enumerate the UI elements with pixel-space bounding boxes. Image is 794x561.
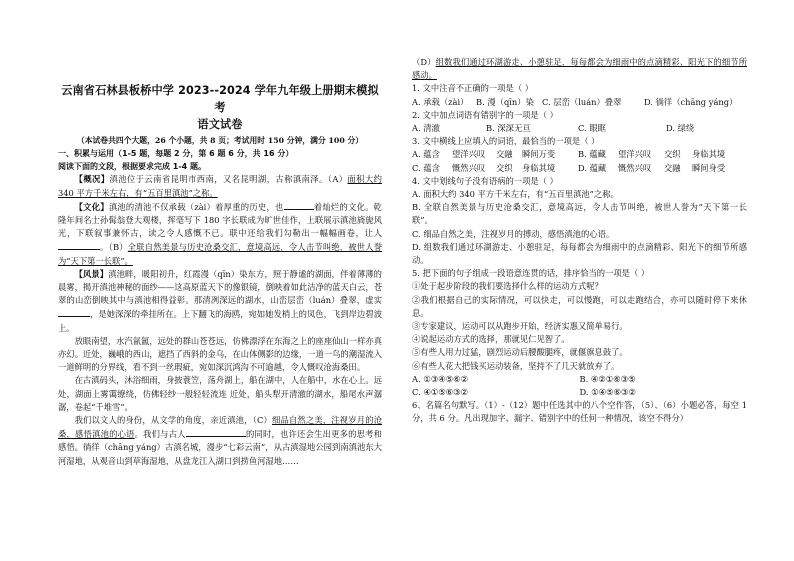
question-2: 2. 文中加点词语有错别字的一项是（ ）: [412, 109, 558, 120]
reading-instruction: 阅读下面的文段，根据要求完成 1-4 题。: [58, 162, 207, 172]
option-word: 身临其境: [692, 149, 726, 160]
blank-3: [58, 307, 90, 317]
sentence-5: ⑤有些人用力过猛，剧烈运动后腰酸腿疼，就偃旗息鼓了。: [412, 347, 628, 358]
option[interactable]: A. 蕴含: [412, 149, 440, 160]
option[interactable]: D. 绿绕: [666, 123, 695, 134]
left-column: [58, 0, 382, 468]
blank-4: [186, 427, 246, 437]
paragraph-literature: 我们以文人的身份，从文学的角度，亲近滇池，（C）细品自然之美，注视岁月的沧桑，感悟滇池的心语。我们与古人 的同时，也许还会生出更多的思考和感悟。徜徉（chāng yáng）古滇名城，漫步“七彩云南”，从古滇湿地公园到南滇池东大河湿地，从观音山到草海湿地，从盘龙江入湖口到捞鱼河湿地……: [58, 415, 382, 466]
question-1-options: [412, 96, 747, 109]
option[interactable]: C. 层峦（luán）叠翠: [542, 96, 622, 107]
option[interactable]: C. 蕴含: [412, 162, 440, 173]
question-3-options-row-2: [412, 162, 747, 175]
paragraph-boating: 在古滇码头，沐浴细雨，身披蓑笠，荡舟湖上，船在湖中，人在船中，水在心上。远处，湖面上雾霭缭绕，仿佛轻纱一般轻轻流连 近处，船头犁开清澈的湖水，船尾水声潺潺，卷起“千堆雪”。: [58, 375, 382, 412]
option[interactable]: A. 承载（zài）: [412, 96, 469, 107]
option[interactable]: B. 漫（qīn）染: [476, 96, 534, 107]
option-word: 望洋兴叹: [452, 149, 486, 160]
option-word: 望洋兴叹: [618, 149, 652, 160]
section-heading: 一、积累与运用（1-5 题，每题 2 分，第 6 题 6 分，共 16 分）: [58, 149, 294, 158]
question-5: 5. 把下面的句子组成一段语意连贯的话，排序恰当的一项是（ ）: [412, 268, 650, 279]
right-column: [412, 0, 747, 426]
blank-2: [58, 240, 100, 250]
sentence-d: （D）组数我们通过环湖游走、小憩驻足，每每都会为细雨中的点滴精彩、阳光下的细节所感动。: [412, 57, 747, 81]
sentence-4: ④说起运动方式的选择，那就见仁见智了。: [412, 334, 570, 345]
sentence-2: ②我们根据自己的实际情况，可以快走，可以慢跑，可以走跑结合，亦可以随时停下来休息。: [412, 294, 747, 318]
question-3-options-row-1: [412, 148, 747, 161]
option[interactable]: A. 面积大约 340 平方千米左右，有“五百里滇池”之称。: [412, 189, 619, 200]
sentence-3: ③专家建议，运动可以从跑步开始，经济实惠又简单易行。: [412, 321, 628, 332]
exam-note: （本试卷共四个大题，26 个小题，共 8 页；考试用时 150 分钟，满分 100 分）: [76, 136, 364, 145]
option[interactable]: B. 蕴藏: [578, 149, 606, 160]
option-word: 瞬间身受: [692, 162, 726, 173]
option-word: 慨然兴叹: [452, 162, 486, 173]
exam-title: 云南省石林县板桥中学 2023--2024 学年九年级上册期末模拟考: [61, 84, 379, 114]
blank-1: [284, 200, 314, 210]
sentence-6: ⑥有些人花大把钱买运动装备，坚持不了几天就放弃了。: [412, 360, 620, 371]
paragraph-scenery: 【风景】滇池畔，暖阳初升，红霞漫（qīn）染东方，照于静谧的湖面，伴着薄薄的晨雾，揭开滇池神秘的面纱——这高原蓝天下的像银镜，倒映着如此洁净的蓝天白云，苍翠的山峦倒映其中与滇池相得益彰。那清冽深远的湖水，山峦层峦（luán）叠翠，虚实，是她深深的牵挂所在。上下翻飞的海鸥，宛如她发梢上的凤色，飞到岸边碧波上。: [58, 268, 382, 333]
option[interactable]: C. ④①⑤⑥③②: [412, 387, 468, 398]
option[interactable]: C. 细品自然之美，注视岁月的搏动，感悟滇池的心语。: [412, 228, 615, 239]
paragraph-overview: 【概况】滇池位于云南省昆明市西南，又名昆明湖，古称滇南泽。（A）面积大约 340 平方千米左右，有“五百里滇池”之称。: [58, 174, 382, 198]
option[interactable]: B. ④②①⑥③⑤: [579, 373, 636, 384]
option-word: 慨然兴叹: [618, 162, 652, 173]
option-word: 身临其境: [522, 162, 556, 173]
option[interactable]: D. 蕴藏: [578, 162, 607, 173]
option[interactable]: D. ①④⑤⑥③②: [579, 387, 636, 398]
option[interactable]: B. 全联自然美景与历史沧桑交汇，意境高远，令人击节叫绝，被世人誉为“天下第一长联”。: [412, 202, 747, 226]
question-5-options-row-2: [412, 386, 747, 399]
sentence-1: ①处于起步阶段的我们要选择什么样的运动方式呢？: [412, 281, 603, 292]
option-word: 交融: [496, 149, 513, 160]
option[interactable]: D. 徜徉（chāng yáng）: [644, 96, 738, 107]
option-word: 交织: [664, 149, 681, 160]
paragraph-south-view: 放眼南望，水汽氤氲，远处的群山苍苍远，仿佛漂浮在东海之上的座座仙山一样亦真亦幻。近处，巍峨的西山，遮挡了西斜的金乌，在山体侧影的边缘，一道一鸟的潮湿流入一道鲜明的分界线，看不到一丝瑕疵，宛如深沉鸿沟不可逾越，令人慨叹沧海桑田。: [58, 335, 382, 373]
paragraph-culture: 【文化】滇池的清池不仅承载（zài）着厚重的历史，也 着灿烂的文化。乾隆年间名士孙髯翁登大观楼，挥毫写下 180 字长联成为旷世佳作，上联展示滇池旖旎风光，下联叙事兼怀古，读之令人感慨不已。联中还给我们勾勒出一幅幅画卷，让人。（B）全联自然美景与历史沧桑交汇，意境高远，令人击节叫绝，被世人誉为“天下第一长联”。: [58, 201, 382, 266]
option[interactable]: B. 深深无亘: [486, 123, 531, 134]
option[interactable]: A. ①③④⑤⑥②: [412, 373, 468, 384]
option-word: 交融: [664, 162, 681, 173]
question-1: 1. 文中注音不正确的一项是（ ）: [412, 83, 534, 94]
question-4: 4. 文中划线句子没有语病的一项是（ ）: [412, 175, 558, 186]
question-3: 3. 文中横线上应填入的词语，最恰当的一项是（ ）: [412, 136, 600, 147]
option[interactable]: A. 清澈: [412, 123, 440, 134]
option[interactable]: C. 眼眶: [578, 123, 606, 134]
question-5-options-row-1: [412, 373, 747, 386]
option-word: 交织: [496, 162, 513, 173]
question-2-options: [412, 122, 747, 135]
question-6: 6、名篇名句默写。（1）-（12）题中任选其中的八个空作答，（5）、（6）小题必答，每空 1 分，共 6 分。凡出现加字、漏字、错别字中的任何一种情况，该空不得分）: [412, 400, 747, 424]
option[interactable]: D. 组数我们通过环湖游走、小憩驻足，每每都会为细雨中的点滴精彩、阳光下的细节所感动。: [412, 241, 747, 266]
exam-subtitle: 语文试卷: [197, 118, 243, 131]
option-word: 瞬间万变: [522, 149, 556, 160]
